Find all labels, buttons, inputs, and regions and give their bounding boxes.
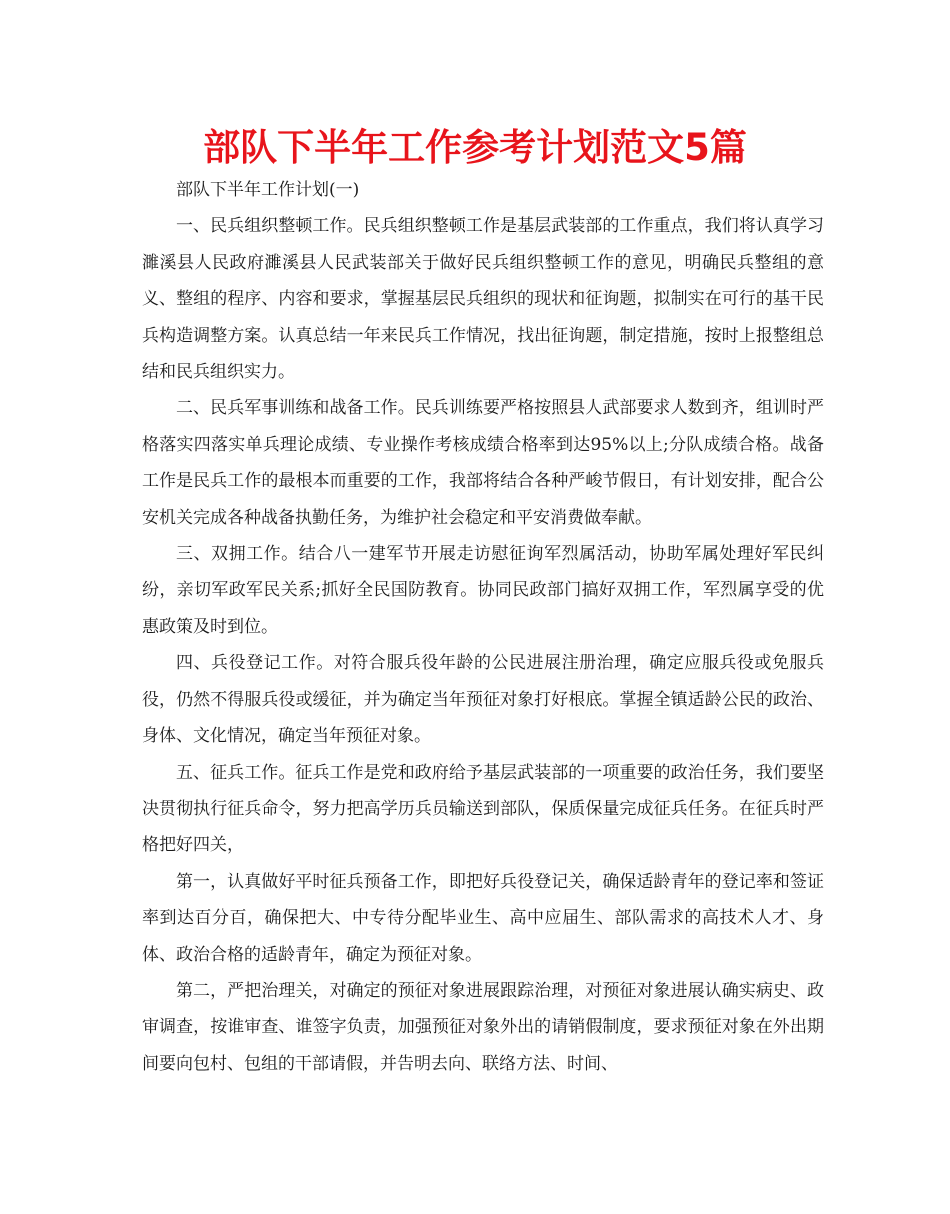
section-heading: 部队下半年工作计划(一) xyxy=(176,180,360,200)
paragraph-dual-support: 三、双拥工作。结合八一建军节开展走访慰征询军烈属活动，协助军属处理好军民纠纷，亲切军政军民关系;抓好全民国防教育。协同民政部门搞好双拥工作，军烈属享受的优惠政策及时到位。 xyxy=(142,544,824,637)
paragraph-military-training: 二、民兵军事训练和战备工作。民兵训练要严格按照县人武部要求人数到齐，组训时严格落实四落实单兵理论成绩、专业操作考核成绩合格率到达95%以上;分队成绩合格。战备工作是民兵工作的最根本而重要的工作，我部将结合各种严峻节假日，有计划安排，配合公安机关完成各种战备执勤任务，为维护社会稳定和平安消费做奉献。 xyxy=(142,398,824,528)
paragraph-conscription: 五、征兵工作。征兵工作是党和政府给予基层武装部的一项重要的政治任务，我们要坚决贯彻执行征兵命令，努力把高学历兵员输送到部队，保质保量完成征兵任务。在征兵时严格把好四关， xyxy=(142,762,824,856)
paragraph-first-point: 第一，认真做好平时征兵预备工作，即把好兵役登记关，确保适龄青年的登记率和签证率到达百分百，确保把大、中专待分配毕业生、高中应届生、部队需求的高技术人才、身体、政治合格的适龄青年，确定为预征对象。 xyxy=(142,871,824,965)
document-title: 部队下半年工作参考计划范文5篇 xyxy=(203,126,747,169)
document-body xyxy=(142,172,824,1082)
paragraph-militia-reorganization: 一、民兵组织整顿工作。民兵组织整顿工作是基层武装部的工作重点，我们将认真学习濉溪县人民政府濉溪县人民武装部关于做好民兵组织整顿工作的意见，明确民兵整组的意义、整组的程序、内容和要求，掌握基层民兵组织的现状和征询题，拟制实在可行的基干民兵构造调整方案。认真总结一年来民兵工作情况，找出征询题，制定措施，按时上报整组总结和民兵组织实力。 xyxy=(142,216,824,383)
paragraph-second-point: 第二，严把治理关，对确定的预征对象进展跟踪治理，对预征对象进展认确实病史、政审调查，按谁审查、谁签字负责，加强预征对象外出的请销假制度，要求预征对象在外出期间要向包村、包组的干部请假，并告明去向、联络方法、时间、 xyxy=(142,980,824,1074)
paragraph-military-registration: 四、兵役登记工作。对符合服兵役年龄的公民进展注册治理，确定应服兵役或免服兵役，仍然不得服兵役或缓征，并为确定当年预征对象打好根底。掌握全镇适龄公民的政治、身体、文化情况，确定当年预征对象。 xyxy=(142,653,824,747)
